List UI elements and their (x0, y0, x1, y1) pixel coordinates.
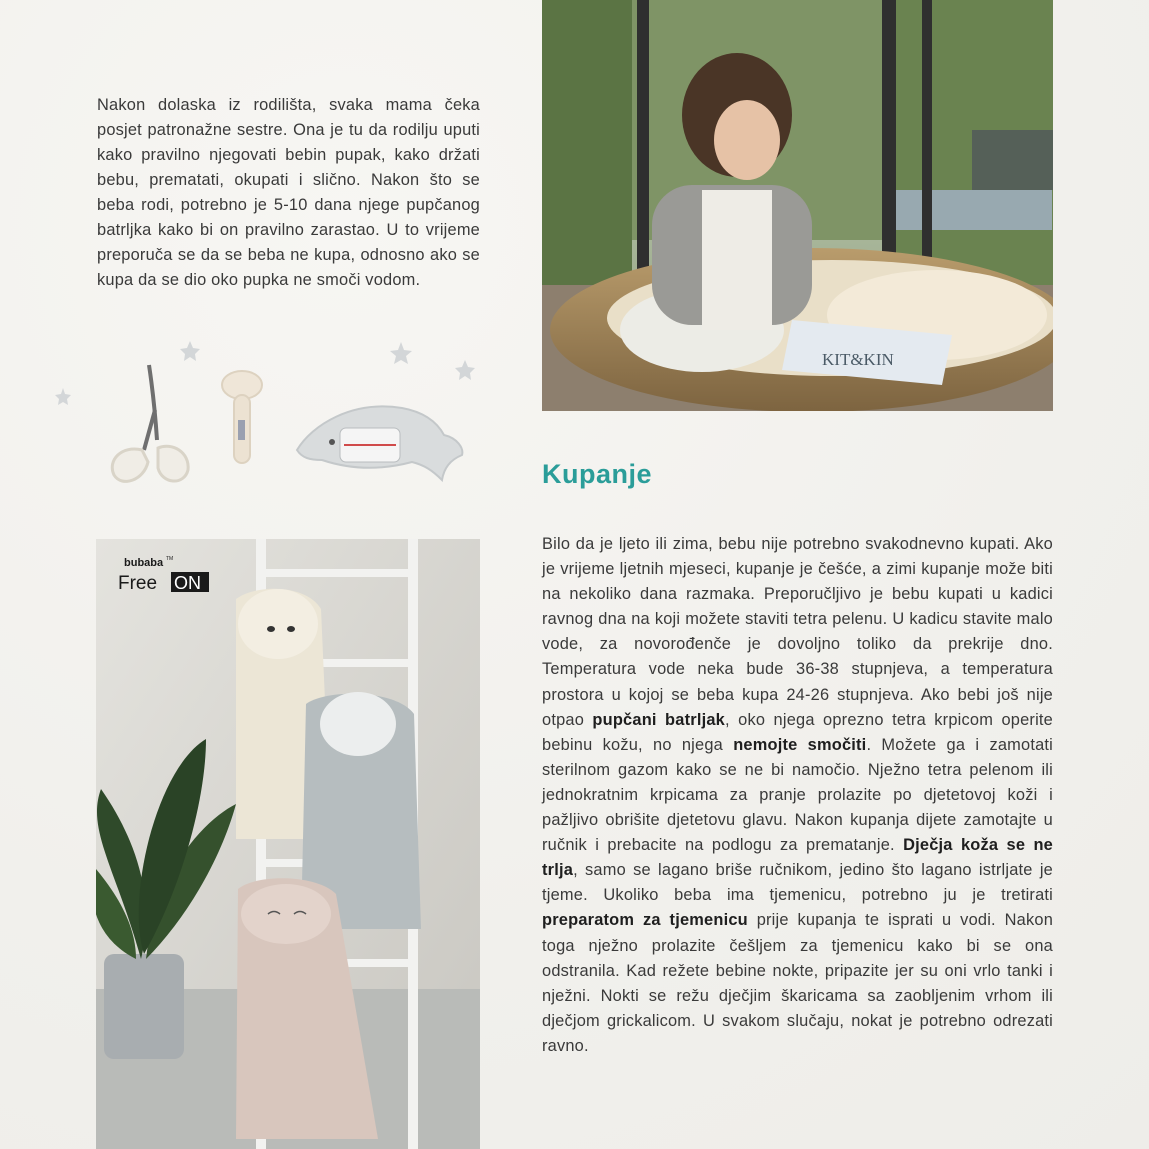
body-segment: . Možete ga i zamotati sterilnom gazom kako se ne bi namočio. Nježno tetra pelenom ili jednokratnim krpicama za pranje prolazite po djetetovoj koži i pažljivo obrišite djetetovu glavu. Nakon kupanja dijete zamotajte u ručnik i prebacite na podlogu za prematanje. (542, 735, 1054, 855)
section-heading: Kupanje (542, 459, 653, 489)
dolphin-thermometer-icon (297, 406, 462, 480)
baby-care-products (52, 330, 482, 500)
body-segment: , samo se lagano briše ručnikom, jedino što lagano istrljate je tjeme. Ukoliko beba ima tjemenicu, potrebno ju je tretirati (542, 861, 1053, 905)
bold-term: preparatom za tjemenicu (542, 911, 748, 930)
brand-bubaba: bubaba (124, 557, 164, 569)
body-segment: Bilo da je ljeto ili zima, bebu nije potrebno svakodnevno kupati. Ako je vrijeme ljetnih mjeseci, kupanje je češće, a zimi kupanje može biti na nekoliko dana razmaka. Preporučljivo je bebu kupati u kadici ravnog dna na koji možete staviti tetra pelenu. U kadicu stavite malo vode, za novorođenče je dovoljno toliko da prekrije dno. Temperatura vode neka bude 36-38 stupnjeva, a temperatura prostora u kojoj se beba kupa 24-26 stupnjeva. Ako bebi još nije otpao (542, 535, 1053, 729)
body-segment: , oko njega oprezno tetra krpicom operite bebinu kožu, no njega (542, 710, 1053, 754)
scissors-icon (112, 365, 188, 481)
brand-trademark: TM (166, 556, 174, 562)
intro-paragraph: Nakon dolaska iz rodilišta, svaka mama čeka posjet patronažne sestre. Ona je tu da rodilju uputi kako pravilno njegovati bebin pupak, kako držati bebu, prematati, okupati i slično. Nakon što se beba rodi, potrebno je 5-10 dana njege pupčanog batrljka kako bi on pravilno zarastao. U to vrijeme preporuča se da se beba ne kupa, odnosno ako se kupa da se dio oko pupka ne smoči vodom. (97, 96, 480, 289)
baby-photo (542, 0, 1053, 411)
wipes-brand-label: KIT&KIN (822, 350, 894, 369)
body-segment: prije kupanja te isprati u vodi. Nakon toga nježno prolazite češljem za tjemenicu kako bi se ona odstranila. Kad režete bebine nokte, pripazite jer su oni vrlo tanki i nježni. Nokti se režu dječjim škaricama sa zaobljenim vrhom ili dječjom grickalicom. U svakom slučaju, nokat je potrebno odrezati ravno. (542, 911, 1054, 1055)
bold-term: pupčani batrljak (592, 710, 725, 729)
section-body (542, 532, 1053, 1059)
bold-term: nemojte smočiti (733, 735, 867, 754)
nail-file-icon (222, 371, 262, 463)
bold-term: Dječja koža se ne trlja (542, 836, 1053, 880)
brand-free: Free (118, 573, 158, 594)
star-icons (55, 341, 475, 405)
brand-on: ON (174, 573, 201, 593)
towels-photo (96, 539, 480, 1149)
